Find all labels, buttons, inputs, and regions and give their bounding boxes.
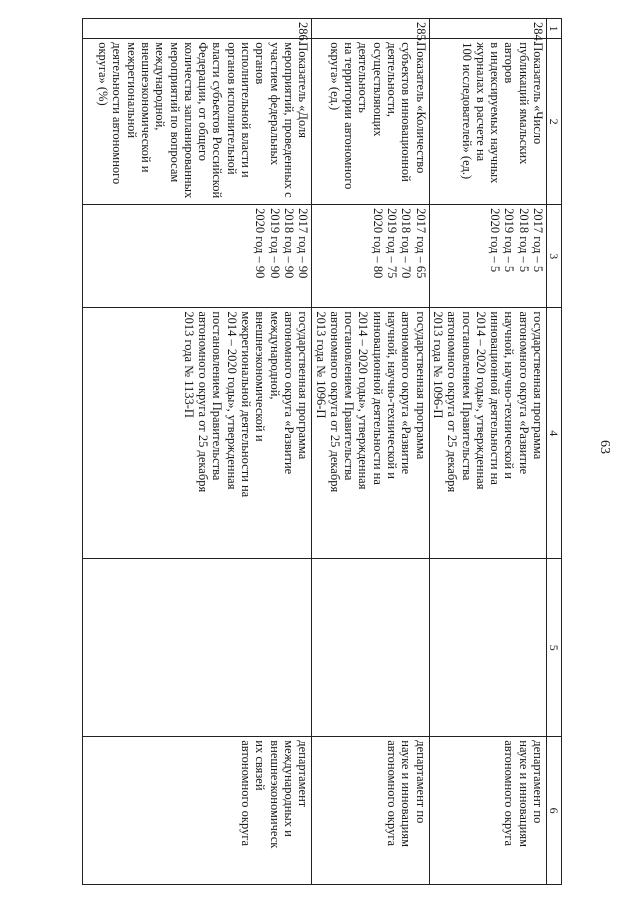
program-cell: государственная программа автономного округа «Развитие научной, научно-технической и инновационной деятельности на 2014 – 2020 годы», утвержденная постановлением Правительства автономного округа от 25 декабря 2013 года № 1096-П — [429, 308, 546, 559]
year-value: 2020 год – 5 — [488, 208, 503, 273]
year-value: 2020 год – 90 — [253, 208, 268, 279]
col5-cell — [312, 559, 429, 737]
indicator-cell: Показатель «Число публикаций ямальских авторов в индексируемых научных журналах в расчете на 100 исследователей» (ед.) — [429, 39, 546, 205]
year-value: 2017 год – 65 — [413, 208, 428, 279]
row-number: 284. — [429, 19, 546, 39]
col5-cell — [429, 559, 546, 737]
year-value: 2019 год – 90 — [267, 208, 282, 279]
year-value: 2019 год – 75 — [385, 208, 400, 279]
table-row — [312, 19, 429, 885]
target-years-cell — [83, 205, 312, 308]
responsible-cell: департамент по науке и инновациям автономного округа — [429, 737, 546, 885]
year-value: 2018 год – 90 — [281, 208, 296, 279]
indicators-table — [82, 18, 562, 885]
header-col-1: 1 — [547, 19, 562, 39]
table-row — [83, 19, 312, 885]
row-number: 285. — [312, 19, 429, 39]
table-row — [429, 19, 546, 885]
responsible-cell: департамент международных и внешнеэкономическ их связей автономного округа — [83, 737, 312, 885]
year-value: 2017 год – 90 — [296, 208, 311, 279]
target-years-cell — [312, 205, 429, 308]
year-value: 2017 год – 5 — [531, 208, 545, 273]
header-col-2: 2 — [547, 39, 562, 205]
year-value: 2018 год – 70 — [399, 208, 414, 279]
table-header-row — [547, 19, 562, 885]
program-cell: государственная программа автономного округа «Развитие научной, научно-технической и инновационной деятельности на 2014 – 2020 годы», утвержденная постановлением Правительства автономного округа от 25 декабря 2013 года № 1096-П — [312, 308, 429, 559]
page-number: 63 — [597, 440, 612, 454]
indicator-cell: Показатель «Доля мероприятий, проведенных с участием федеральных органов исполнительной власти и органов исполнительной власти субъектов Российской Федерации, от общего количества запланированных мероприятий по вопросам международной, внешнеэкономической и межрегиональной деятельности автономного округа» (%) — [83, 39, 312, 205]
header-col-5: 5 — [547, 559, 562, 737]
year-value: 2020 год – 80 — [370, 208, 385, 279]
target-years-cell — [429, 205, 546, 308]
header-col-3: 3 — [547, 205, 562, 308]
header-col-6: 6 — [547, 737, 562, 885]
responsible-cell: департамент по науке и инновациям автономного округа — [312, 737, 429, 885]
rotated-table-container — [78, 18, 562, 885]
year-value: 2018 год – 5 — [516, 208, 531, 273]
row-number: 286. — [83, 19, 312, 39]
indicator-cell: Показатель «Количество субъектов инновационной деятельности, осуществляющих деятельность на территории автономного округа» (ед.) — [312, 39, 429, 205]
year-value: 2019 год – 5 — [502, 208, 517, 273]
col5-cell — [83, 559, 312, 737]
program-cell: государственная программа автономного округа «Развитие международной, внешнеэкономической и межрегиональной деятельности на 2014 – 2020 годы», утвержденная постановлением Правительства автономного округа от 25 декабря 2013 года № 1133-П — [83, 308, 312, 559]
header-col-4: 4 — [547, 308, 562, 559]
